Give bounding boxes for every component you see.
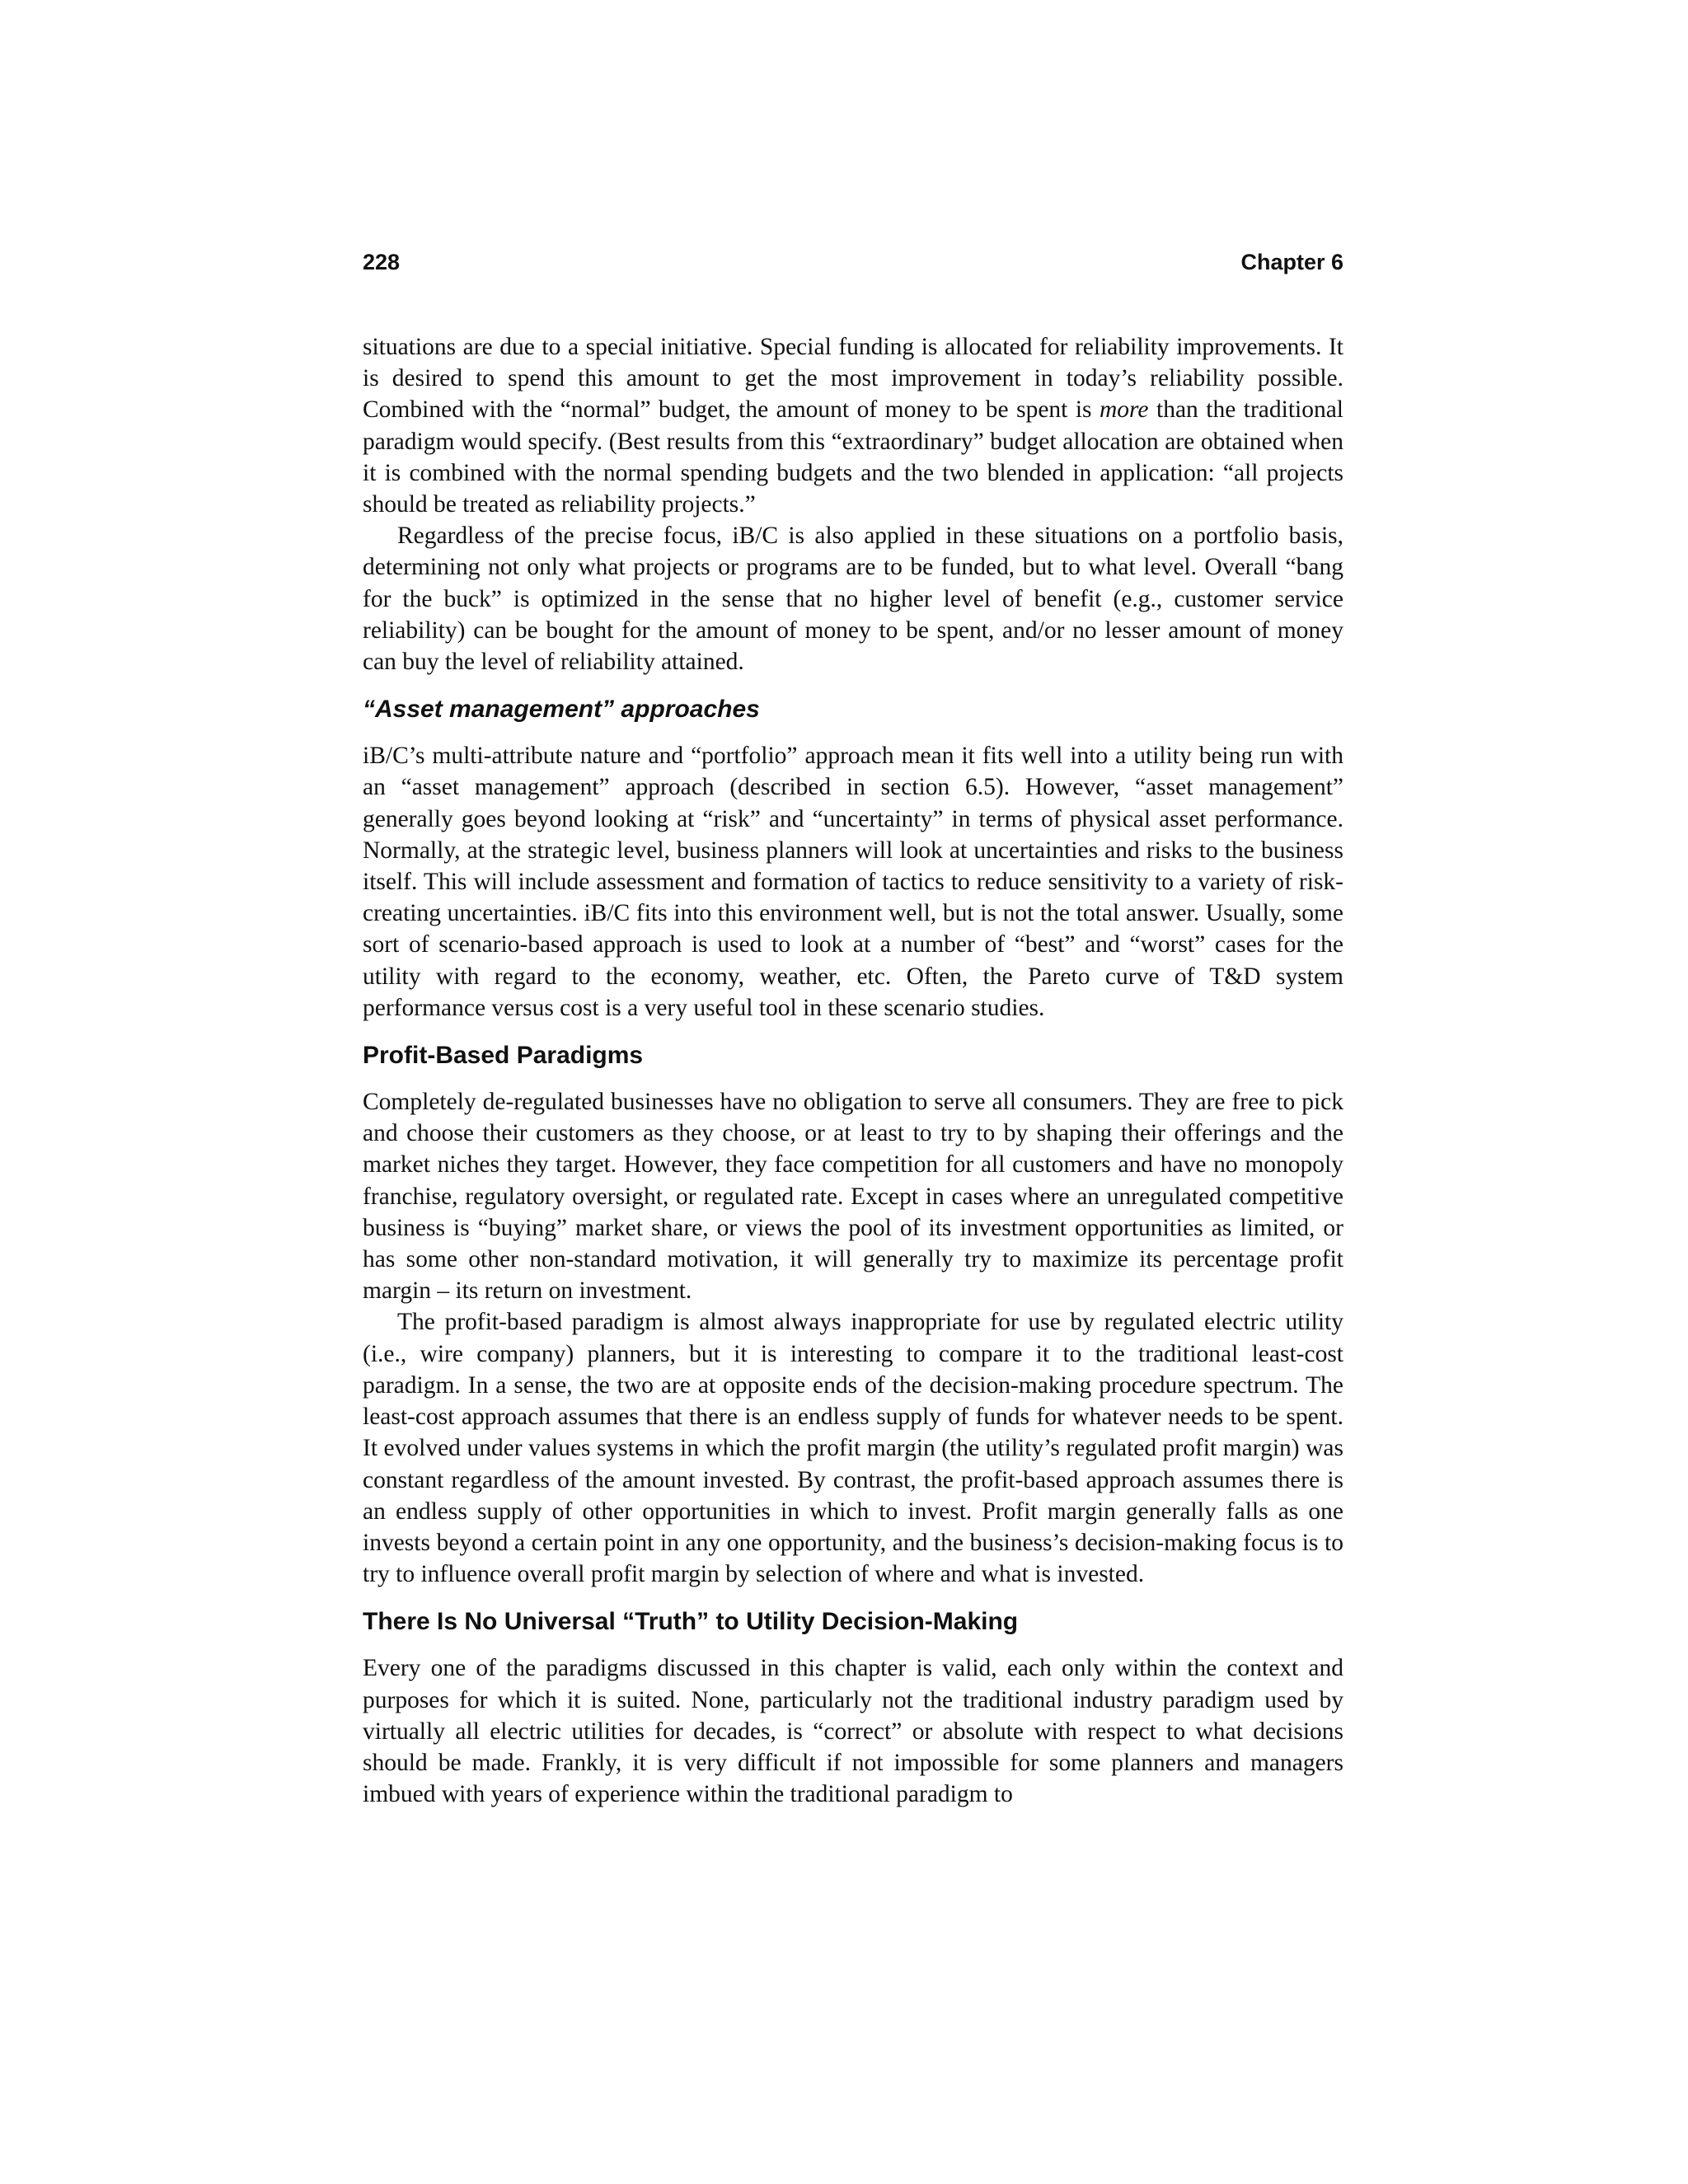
- paragraph-portfolio-basis: Regardless of the precise focus, iB/C is also applied in these situations on a portfolio basis, determining not only what projects or programs are to be funded, but to what level. Overall “bang for the buck” is optimized in the sense that no higher level of benefit (e.g., customer service reliability) can be bought for the amount of money to be spent, and/or no lesser amount of money can buy the level of reliability attained.: [363, 523, 1343, 676]
- heading-asset-management: “Asset management” approaches: [363, 696, 760, 724]
- paragraph-paradigms-valid: Every one of the paradigms discussed in this chapter is valid, each only within the context and purposes for which it is suited. None, particularly not the traditional industry paradigm used by virtually all electric utilities for decades, is “correct” or absolute with respect to what decisions should be made. Frankly, it is very difficult if not impossible for some planners and managers imbued with years of experience within the traditional paradigm to: [363, 1655, 1343, 1808]
- paragraph-deregulated-businesses: Completely de-regulated businesses have no obligation to serve all consumers. They are free to pick and choose their customers as they choose, or at least to try to by shaping their offerings and the market niches they target. However, they face competition for all customers and have no monopoly franchise, regulatory oversight, or regulated rate. Except in cases where an unregulated competitive business is “buying” market share, or views the pool of its investment opportunities as limited, or has some other non-standard motivation, it will generally try to maximize its percentage profit margin – its return on investment.: [363, 1089, 1343, 1305]
- heading-no-universal-truth: There Is No Universal “Truth” to Utility Decision-Making: [363, 1608, 1019, 1636]
- paragraph-special-initiative: [363, 331, 1343, 520]
- paragraph-text: situations are due to a special initiative. Special funding is allocated for reliability improvements. It is desired to spend this amount to get the most improvement in today’s reliability possible. Combined with the “normal” budget, the amount of money to be spent is: [363, 334, 1343, 424]
- paragraph-profit-based-paradigm: The profit-based paradigm is almost always inappropriate for use by regulated electric utility (i.e., wire company) planners, but it is interesting to compare it to the traditional least-cost paradigm. In a sense, the two are at opposite ends of the decision-making procedure spectrum. The least-cost approach assumes that there is an endless supply of funds for whatever needs to be spent. It evolved under values systems in which the profit margin (the utility’s regulated profit margin) was constant regardless of the amount invested. By contrast, the profit-based approach assumes there is an endless supply of other opportunities in which to invest. Profit margin generally falls as one invests beyond a certain point in any one opportunity, and the business’s decision-making focus is to try to influence overall profit margin by selection of where and what is invested.: [363, 1309, 1343, 1588]
- chapter-label: Chapter 6: [1240, 250, 1343, 274]
- paragraph-asset-management: iB/C’s multi-attribute nature and “portfolio” approach mean it fits well into a utility being run with an “asset management” approach (described in section 6.5). However, “asset management” generally goes beyond looking at “risk” and “uncertainty” in terms of physical asset performance. Normally, at the strategic level, business planners will look at uncertainties and risks to the business itself. This will include assessment and formation of tactics to reduce sensitivity to a variety of risk-creating uncertainties. iB/C fits into this environment well, but is not the total answer. Usually, some sort of scenario-based approach is used to look at a number of “best” and “worst” cases for the utility with regard to the economy, weather, etc. Often, the Pareto curve of T&D system performance versus cost is a very useful tool in these scenario studies.: [363, 743, 1343, 1021]
- paragraph-text: than the traditional paradigm would specify. (Best results from this “extraordinary” budget allocation are obtained when it is combined with the normal spending budgets and the two blended in application: “all projects should be treated as reliability projects.”: [363, 396, 1343, 518]
- running-head: [363, 247, 1343, 277]
- page-number: 228: [363, 250, 401, 274]
- heading-profit-based-paradigms: Profit-Based Paradigms: [363, 1042, 644, 1070]
- book-page: [363, 247, 1343, 1810]
- emphasis-more: more: [1099, 396, 1149, 424]
